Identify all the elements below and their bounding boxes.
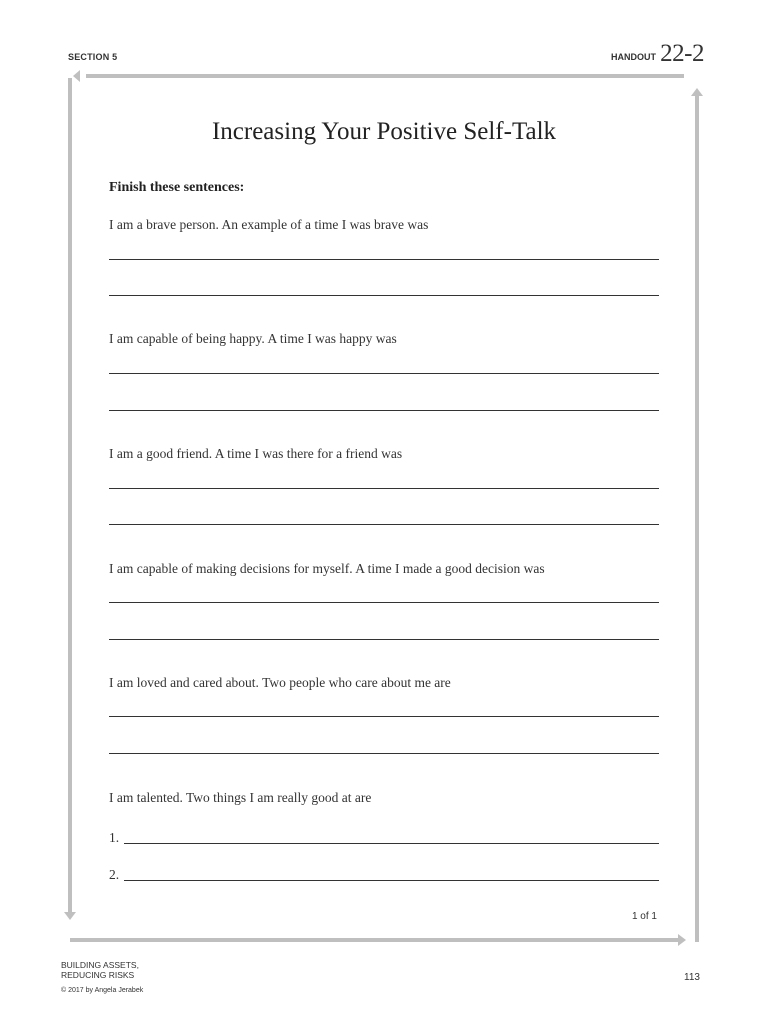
prompt-happy: I am capable of being happy. A time I was happy was xyxy=(109,331,397,346)
handout-number: 22-2 xyxy=(660,40,704,67)
handout-label: HANDOUT xyxy=(611,52,656,62)
page-of-indicator: 1 of 1 xyxy=(631,911,657,922)
prompt-friend: I am a good friend. A time I was there for a friend was xyxy=(109,446,403,461)
answer-line[interactable] xyxy=(109,295,659,296)
copyright: © 2017 by Angela Jerabek xyxy=(61,987,144,994)
answer-line[interactable] xyxy=(109,602,659,603)
answer-line[interactable] xyxy=(109,373,659,374)
item-number: 1. xyxy=(109,830,120,845)
answer-line[interactable] xyxy=(109,716,659,717)
answer-line[interactable] xyxy=(109,639,659,640)
answer-line[interactable] xyxy=(124,880,659,881)
prompt-brave: I am a brave person. An example of a time I was brave was xyxy=(109,217,429,232)
book-title-line: BUILDING ASSETS, xyxy=(61,960,139,970)
section-label: SECTION 5 xyxy=(68,52,118,62)
prompt-talented: I am talented. Two things I am really good at are xyxy=(109,790,372,805)
answer-line[interactable] xyxy=(109,410,659,411)
prompt-loved: I am loved and cared about. Two people who care about me are xyxy=(109,675,451,690)
answer-line[interactable] xyxy=(109,753,659,754)
page-title: Increasing Your Positive Self-Talk xyxy=(211,118,557,145)
book-title-line: REDUCING RISKS xyxy=(61,970,135,980)
answer-line[interactable] xyxy=(124,843,659,844)
item-number: 2. xyxy=(109,867,120,882)
page-number: 113 xyxy=(684,972,700,983)
prompt-decisions: I am capable of making decisions for myself. A time I made a good decision was xyxy=(109,561,545,576)
answer-line[interactable] xyxy=(109,259,659,260)
instructions: Finish these sentences: xyxy=(109,180,245,195)
answer-line[interactable] xyxy=(109,524,659,525)
answer-line[interactable] xyxy=(109,488,659,489)
book-title xyxy=(61,960,181,980)
